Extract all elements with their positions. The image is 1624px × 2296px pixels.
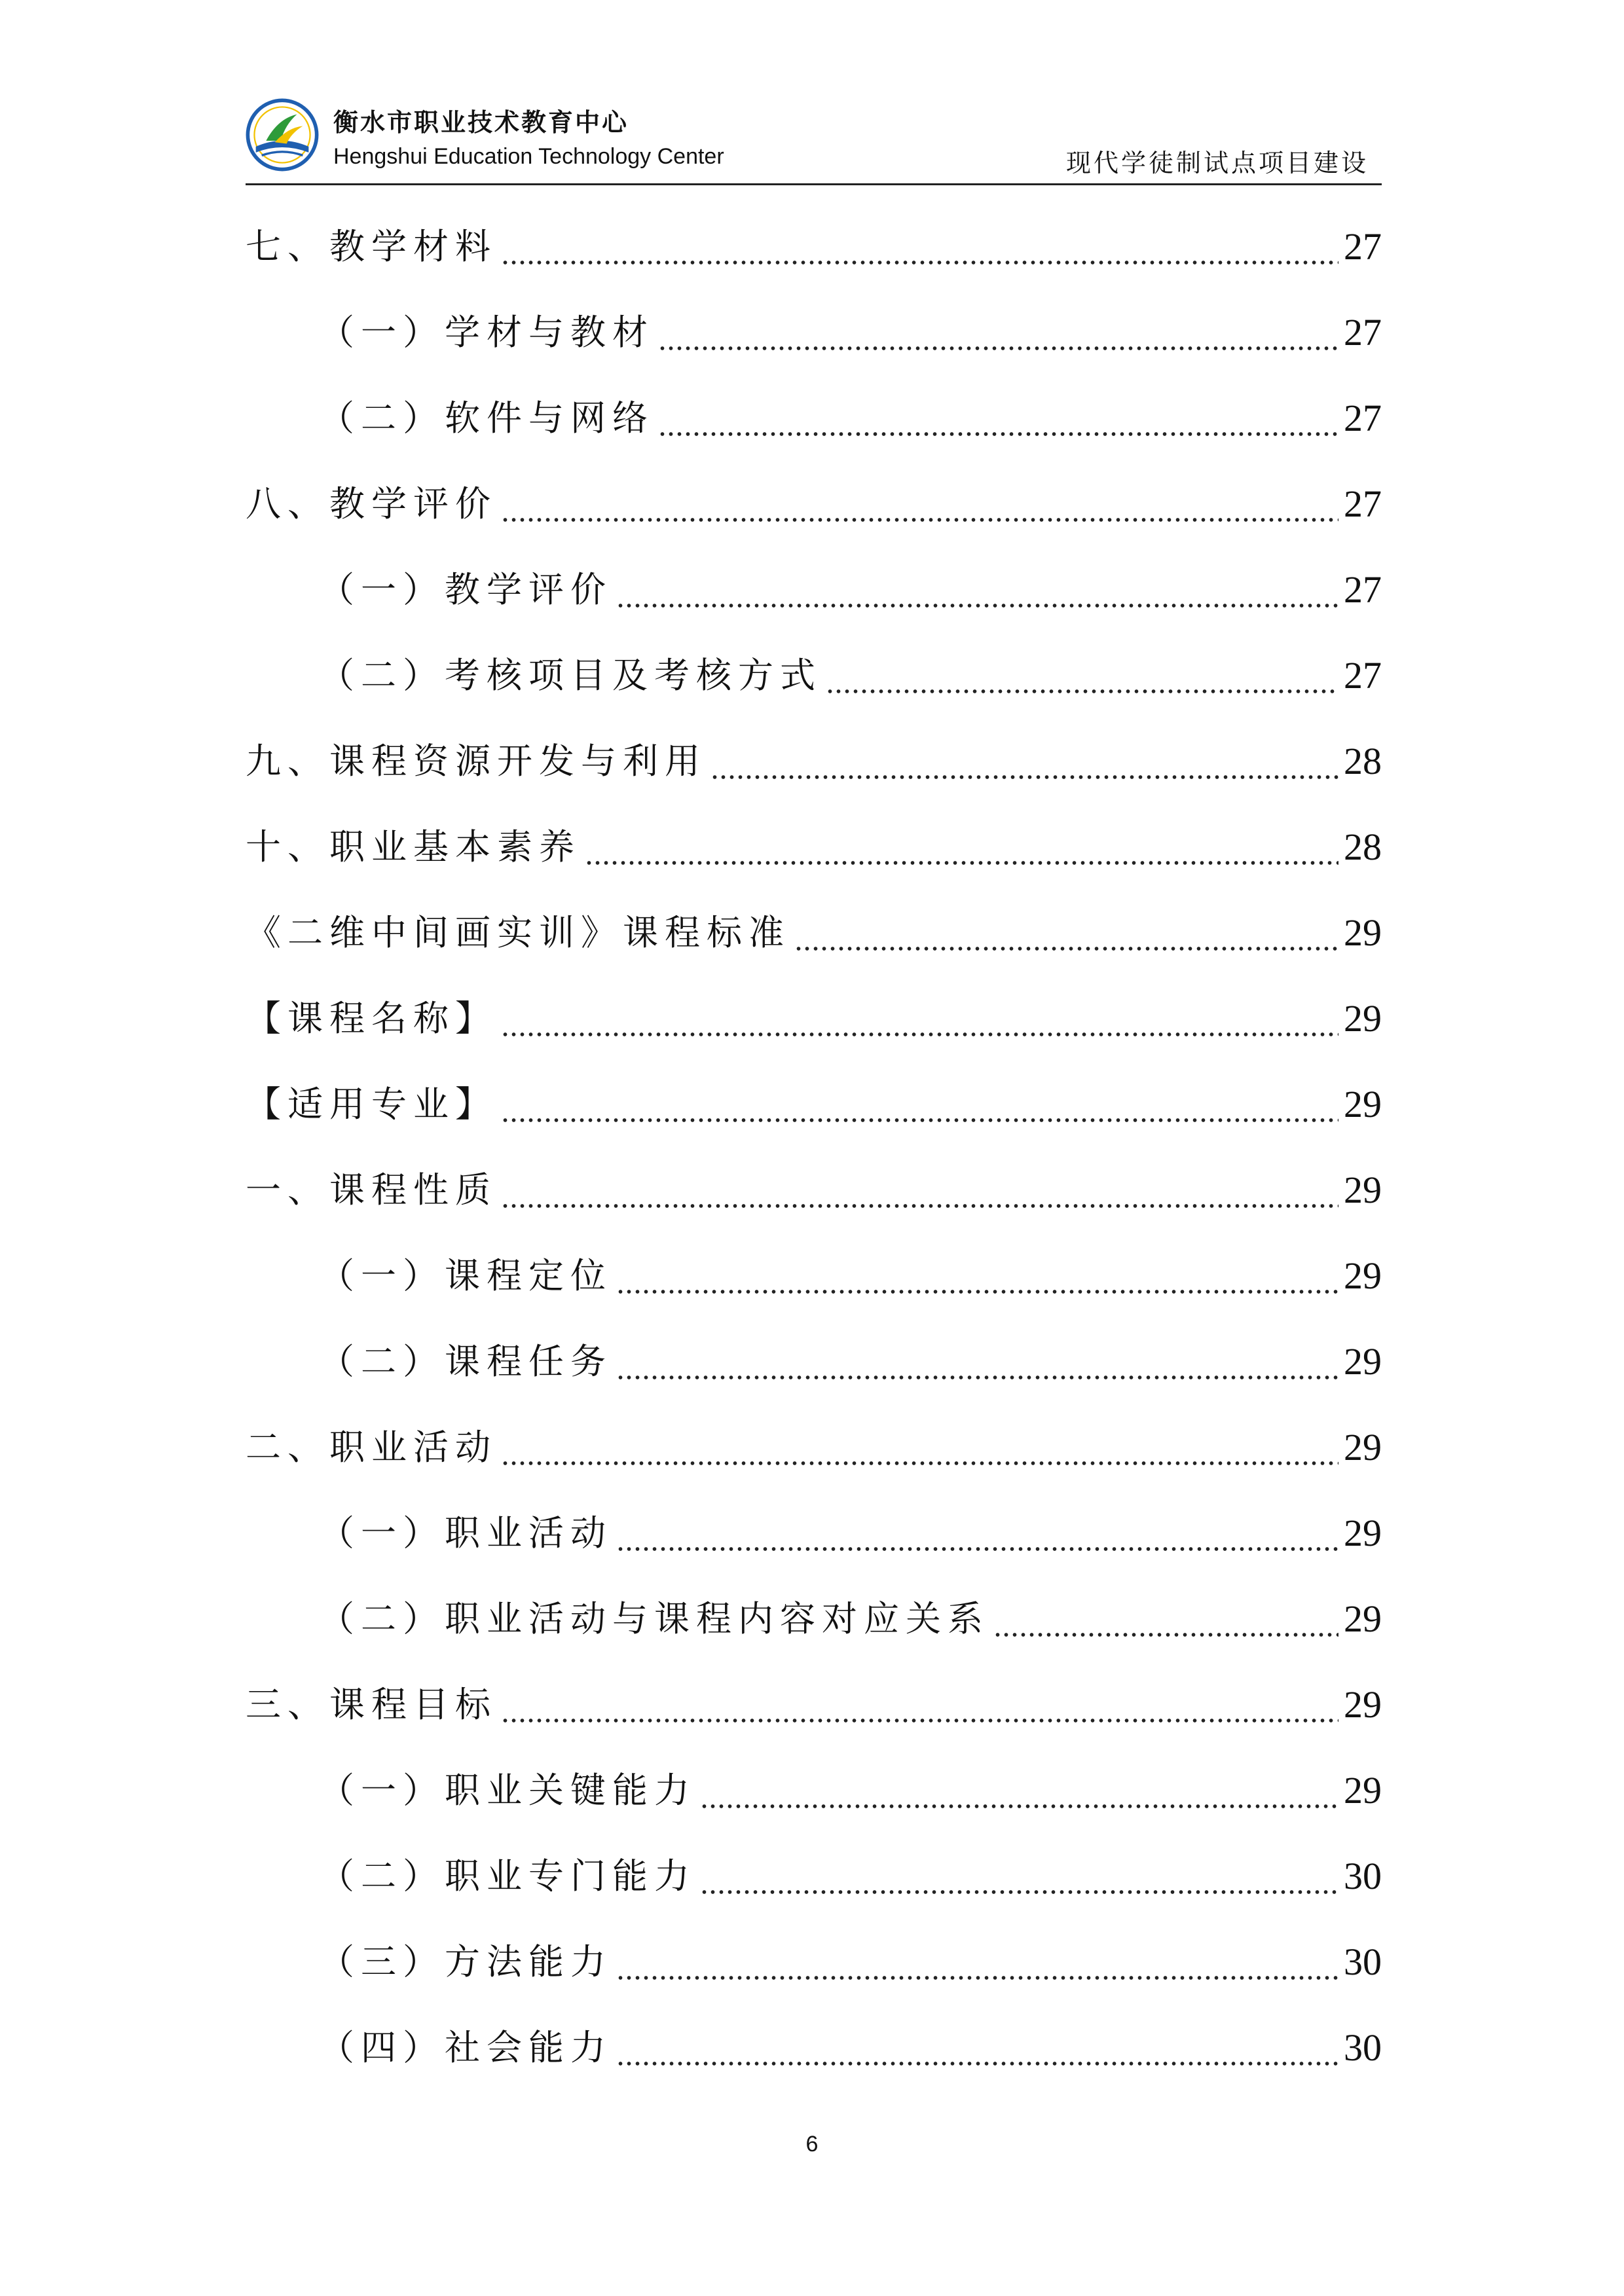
toc-entry[interactable]: [246, 994, 1382, 1080]
dot-leader: [993, 1595, 1338, 1643]
org-name-cn: 衡水市职业技术教育中心: [333, 108, 629, 137]
dot-leader: [501, 480, 1338, 528]
toc-entry[interactable]: [246, 651, 1382, 737]
toc-entry[interactable]: [246, 1338, 1382, 1423]
dot-leader: [501, 223, 1338, 271]
toc-entry-title: （一）学材与教材: [319, 312, 654, 353]
toc-entry-title: （一）教学评价: [319, 569, 612, 610]
toc-entry[interactable]: [246, 823, 1382, 909]
dot-leader: [501, 1681, 1338, 1729]
page-number: 6: [805, 2132, 819, 2157]
toc-entry-page: 29: [1344, 911, 1382, 954]
toc-entry[interactable]: [246, 1766, 1382, 1852]
toc-entry-page: 29: [1344, 1683, 1382, 1726]
dot-leader: [501, 1166, 1338, 1214]
toc-entry-page: 27: [1344, 568, 1382, 611]
page-header: [246, 98, 1382, 185]
toc-entry-page: 29: [1344, 1426, 1382, 1468]
toc-entry-title: 十、职业基本素养: [246, 826, 581, 867]
toc-entry[interactable]: [246, 1080, 1382, 1166]
dot-leader: [826, 651, 1338, 700]
dot-leader: [585, 823, 1338, 871]
toc-entry-page: 28: [1344, 740, 1382, 782]
toc-entry-title: （四）社会能力: [319, 2027, 612, 2068]
toc-entry[interactable]: [246, 566, 1382, 651]
toc-entry[interactable]: [246, 1252, 1382, 1338]
dot-leader: [616, 1509, 1338, 1558]
toc-entry-title: （二）职业活动与课程内容对应关系: [319, 1598, 989, 1639]
school-emblem-icon: [246, 98, 319, 172]
toc-entry[interactable]: [246, 1423, 1382, 1509]
toc-entry[interactable]: [246, 1681, 1382, 1766]
dot-leader: [700, 1852, 1338, 1901]
toc-entry-title: 九、课程资源开发与利用: [246, 740, 707, 782]
toc-entry-page: 29: [1344, 1512, 1382, 1554]
toc-entry-title: （一）课程定位: [319, 1255, 612, 1296]
toc-entry-page: 30: [1344, 1941, 1382, 1983]
toc-entry[interactable]: [246, 480, 1382, 566]
toc-entry-page: 30: [1344, 1855, 1382, 1897]
toc-entry-page: 29: [1344, 1340, 1382, 1383]
dot-leader: [616, 1338, 1338, 1386]
toc-entry-title: 二、职业活动: [246, 1427, 497, 1468]
toc-entry-title: 【适用专业】: [246, 1084, 497, 1125]
toc-entry-page: 30: [1344, 2026, 1382, 2069]
dot-leader: [616, 1938, 1338, 1986]
toc-entry[interactable]: [246, 1852, 1382, 1938]
dot-leader: [501, 1423, 1338, 1472]
toc-entry-title: （三）方法能力: [319, 1941, 612, 1982]
toc-entry-title: （二）课程任务: [319, 1341, 612, 1382]
dot-leader: [658, 394, 1338, 443]
toc-entry-title: 【课程名称】: [246, 998, 497, 1039]
toc-entry-title: 八、教学评价: [246, 483, 497, 524]
toc-entry-page: 29: [1344, 1254, 1382, 1297]
toc-entry-title: 一、课程性质: [246, 1169, 497, 1211]
toc-entry-page: 28: [1344, 826, 1382, 868]
toc-entry[interactable]: [246, 2024, 1382, 2109]
toc-entry[interactable]: [246, 1509, 1382, 1595]
toc-entry[interactable]: [246, 1938, 1382, 2024]
toc-entry-title: （一）职业关键能力: [319, 1770, 696, 1811]
toc-entry-title: （二）软件与网络: [319, 397, 654, 439]
toc-entry-title: （二）考核项目及考核方式: [319, 655, 822, 696]
toc-entry[interactable]: [246, 308, 1382, 394]
toc-entry-page: 27: [1344, 397, 1382, 439]
toc-entry-title: （二）职业专门能力: [319, 1855, 696, 1897]
toc-entry-page: 29: [1344, 1083, 1382, 1125]
dot-leader: [700, 1766, 1338, 1815]
dot-leader: [616, 1252, 1338, 1300]
dot-leader: [501, 994, 1338, 1043]
dot-leader: [794, 909, 1338, 957]
toc-entry[interactable]: [246, 737, 1382, 823]
toc-entry[interactable]: [246, 394, 1382, 480]
dot-leader: [616, 2024, 1338, 2072]
toc-entry-page: 27: [1344, 483, 1382, 525]
dot-leader: [658, 308, 1338, 357]
dot-leader: [710, 737, 1338, 786]
toc-entry-page: 29: [1344, 997, 1382, 1040]
toc-entry-title: （一）职业活动: [319, 1512, 612, 1554]
toc-entry[interactable]: [246, 1595, 1382, 1681]
toc-entry-page: 27: [1344, 654, 1382, 697]
toc-entry-title: 《二维中间画实训》课程标准: [246, 912, 790, 953]
toc-entry[interactable]: [246, 1166, 1382, 1252]
toc-entry-title: 三、课程目标: [246, 1684, 497, 1725]
toc-entry-page: 27: [1344, 311, 1382, 354]
org-name-en: Hengshui Education Technology Center: [333, 144, 724, 169]
toc-entry-page: 29: [1344, 1169, 1382, 1211]
dot-leader: [501, 1080, 1338, 1129]
toc-entry[interactable]: [246, 909, 1382, 994]
toc-entry-page: 29: [1344, 1597, 1382, 1640]
project-title: 现代学徒制试点项目建设: [1065, 149, 1369, 177]
toc-entry-title: 七、教学材料: [246, 226, 497, 267]
toc-entry-page: 27: [1344, 225, 1382, 268]
table-of-contents: [246, 223, 1382, 2109]
toc-entry-page: 29: [1344, 1769, 1382, 1812]
dot-leader: [616, 566, 1338, 614]
toc-entry[interactable]: [246, 223, 1382, 308]
